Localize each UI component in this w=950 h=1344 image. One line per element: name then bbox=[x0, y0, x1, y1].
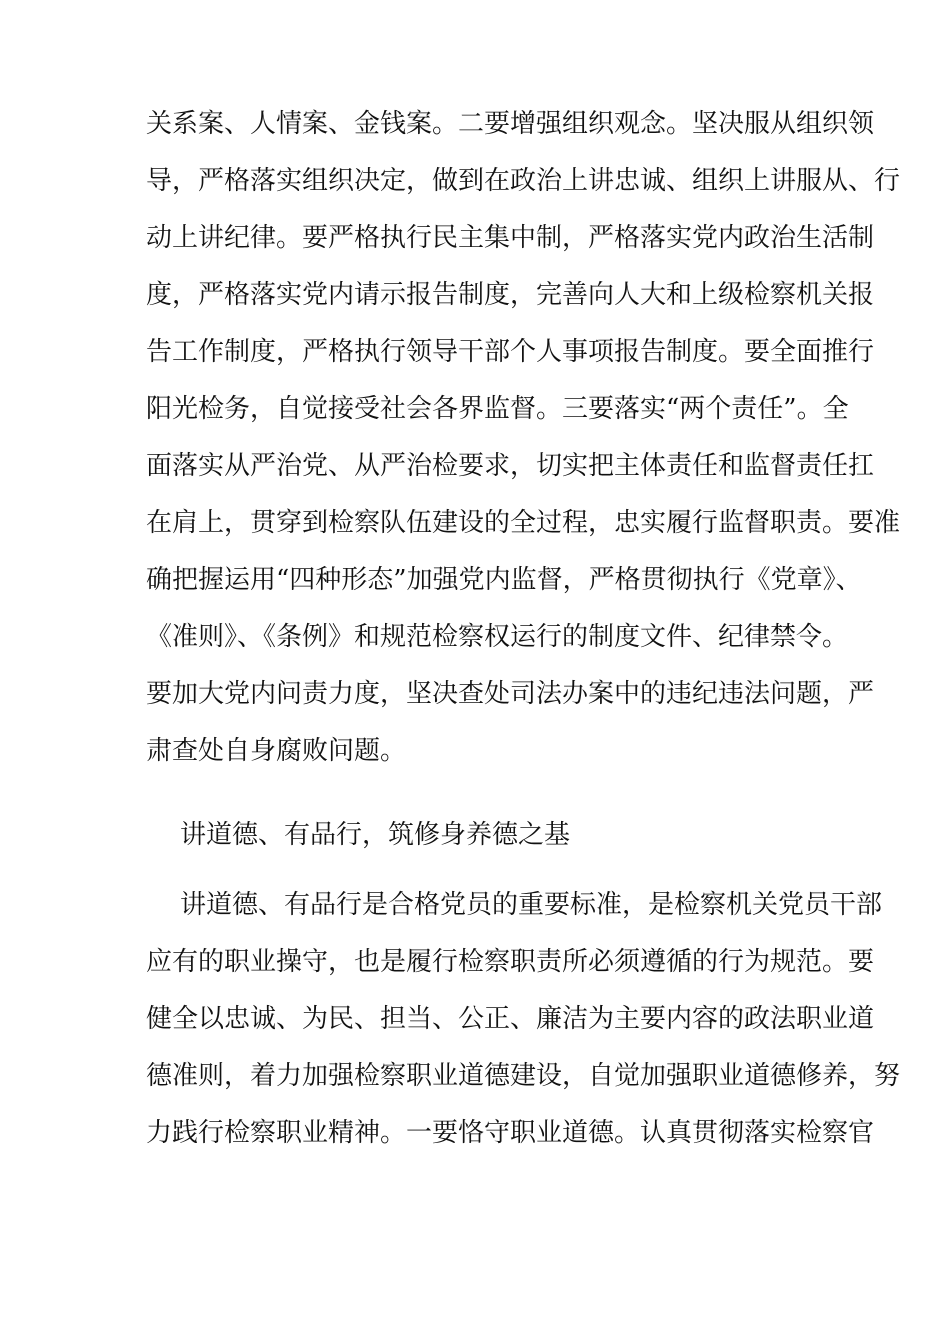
paragraph-line: 讲道德、有品行是合格党员的重要标准，是检察机关党员干部 bbox=[180, 890, 883, 920]
paragraph-line: 告工作制度，严格执行领导干部个人事项报告制度。要全面推行 bbox=[146, 337, 875, 367]
paragraph-line: 导，严格落实组织决定，做到在政治上讲忠诚、组织上讲服从、行 bbox=[146, 166, 901, 196]
paragraph-line: 力践行检察职业精神。一要恪守职业道德。认真贯彻落实检察官 bbox=[146, 1118, 875, 1148]
paragraph-line: 动上讲纪律。要严格执行民主集中制，严格落实党内政治生活制 bbox=[146, 223, 875, 253]
paragraph-line: 在肩上，贯穿到检察队伍建设的全过程，忠实履行监督职责。要准 bbox=[146, 508, 901, 538]
paragraph-line: 应有的职业操守，也是履行检察职责所必须遵循的行为规范。要 bbox=[146, 947, 875, 977]
paragraph-line: 《准则》、《条例》和规范检察权运行的制度文件、纪律禁令。 bbox=[146, 622, 849, 652]
section-heading: 讲道德、有品行，筑修身养德之基 bbox=[180, 820, 571, 850]
paragraph-line: 度，严格落实党内请示报告制度，完善向人大和上级检察机关报 bbox=[146, 280, 875, 310]
paragraph-line: 阳光检务，自觉接受社会各界监督。三要落实“两个责任”。全 bbox=[146, 394, 849, 424]
paragraph-line: 健全以忠诚、为民、担当、公正、廉洁为主要内容的政法职业道 bbox=[146, 1004, 875, 1034]
paragraph-line: 确把握运用“四种形态”加强党内监督，严格贯彻执行《党章》、 bbox=[146, 565, 862, 595]
paragraph-line: 要加大党内问责力度，坚决查处司法办案中的违纪违法问题，严 bbox=[146, 679, 875, 709]
paragraph-line: 肃查处自身腐败问题。 bbox=[146, 736, 407, 766]
paragraph-line: 面落实从严治党、从严治检要求，切实把主体责任和监督责任扛 bbox=[146, 451, 875, 481]
paragraph-line: 关系案、人情案、金钱案。二要增强组织观念。坚决服从组织领 bbox=[146, 109, 875, 139]
paragraph-line: 德准则，着力加强检察职业道德建设，自觉加强职业道德修养，努 bbox=[146, 1061, 901, 1091]
